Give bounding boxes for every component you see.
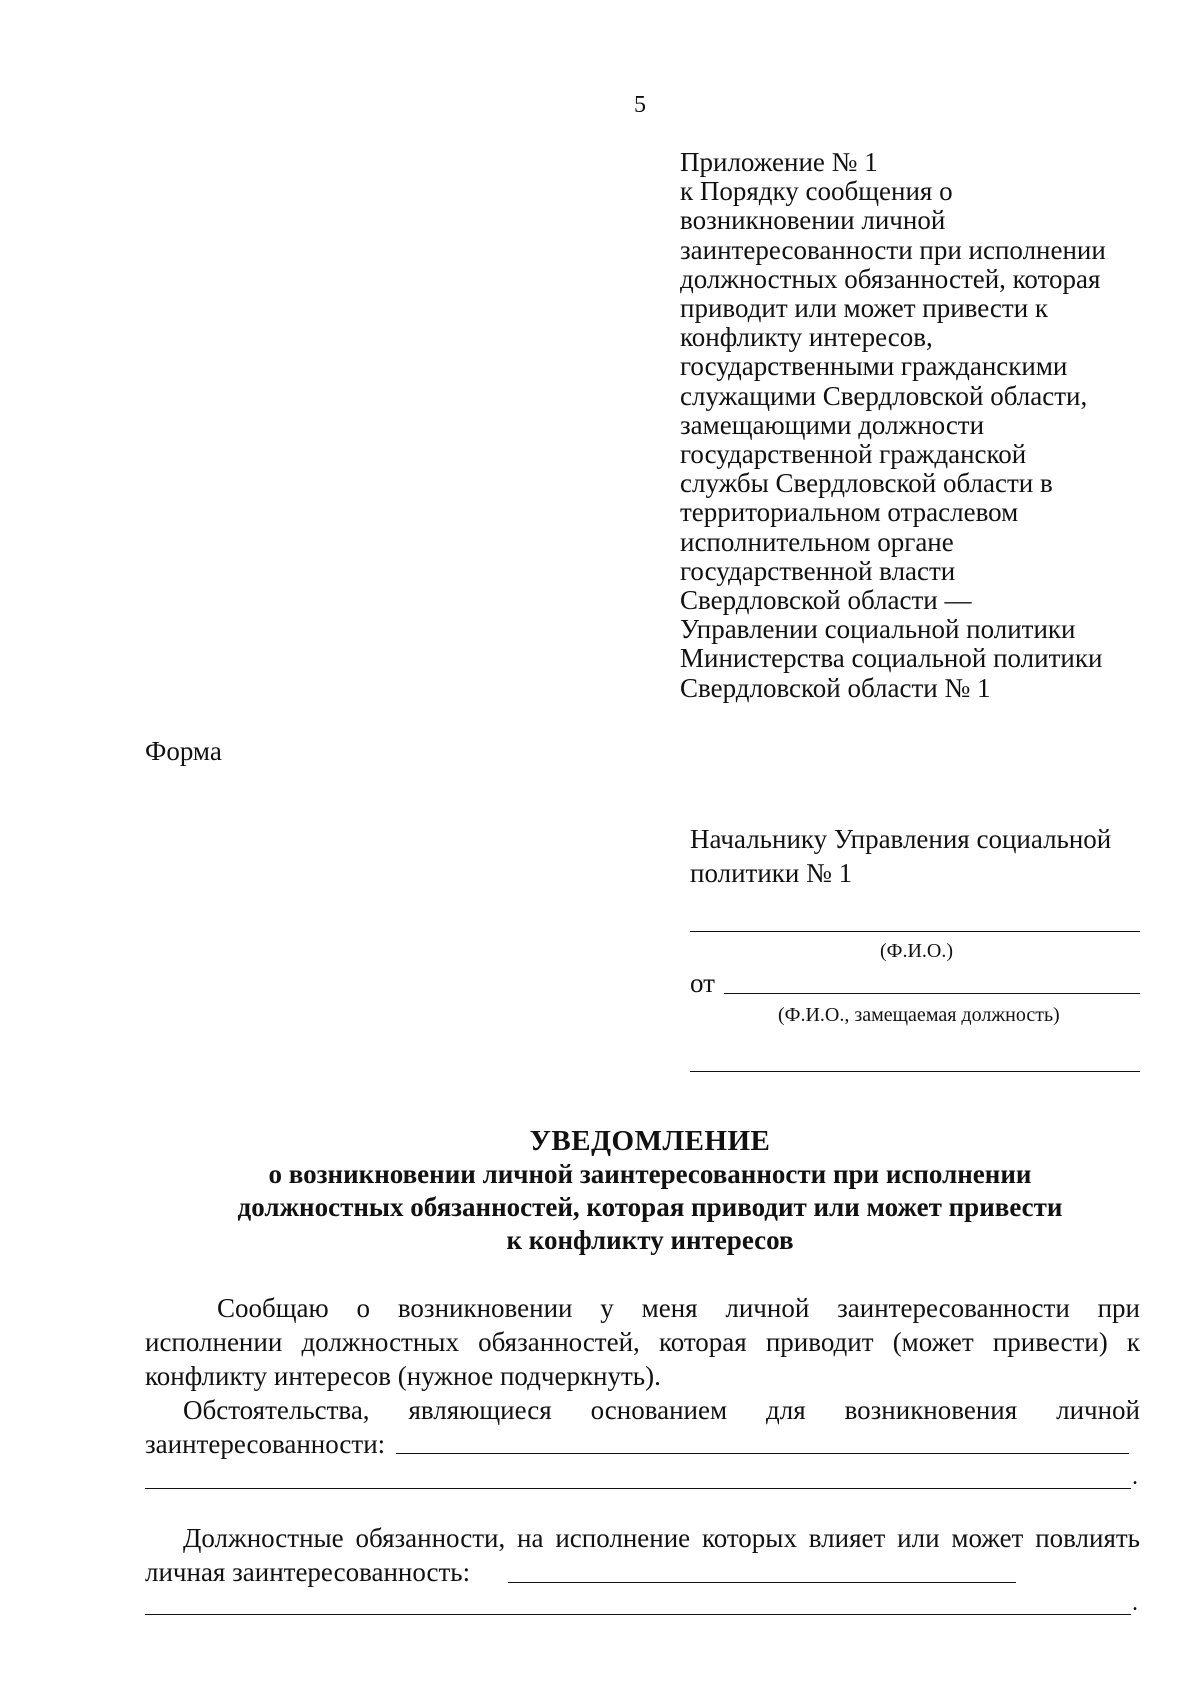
fio-blank-line[interactable] — [690, 931, 1140, 932]
appendix-line: территориальном отраслевом — [680, 497, 1019, 528]
appendix-line: должностных обязанностей, которая — [680, 263, 1101, 294]
page-number: 5 — [634, 92, 646, 118]
duties-blank-line[interactable] — [508, 1582, 1016, 1583]
appendix-line: замещающими должности — [680, 409, 985, 440]
appendix-line: конфликту интересов, — [680, 322, 933, 353]
appendix-line: Управлении социальной политики — [680, 614, 1076, 645]
paragraph-1-line-1: Сообщаю о возникновении у меня личной заинтересованности при — [217, 1293, 1140, 1323]
paragraph-2-line-1: Обстоятельства, являющиеся основанием для возникновения личной — [183, 1395, 1140, 1425]
position-blank-line[interactable] — [690, 1071, 1140, 1072]
appendix-line: Министерства социальной политики — [680, 643, 1103, 674]
addressee-line-2: политики № 1 — [690, 858, 853, 888]
appendix-line: государственной гражданской — [680, 439, 1027, 470]
period: . — [1132, 1464, 1138, 1490]
fio-caption: (Ф.И.О.) — [880, 940, 954, 962]
appendix-line: заинтересованности при исполнении — [680, 234, 1106, 265]
appendix-line: служащими Свердловской области, — [680, 380, 1088, 411]
appendix-line: государственными гражданскими — [680, 351, 1068, 382]
appendix-line: к Порядку сообщения о — [680, 176, 953, 207]
paragraph-3-line-2: личная заинтересованность: — [145, 1557, 471, 1587]
appendix-line: Свердловской области № 1 — [680, 672, 991, 703]
title-subtitle-line: о возникновении личной заинтересованности при исполнении — [268, 1159, 1032, 1189]
paragraph-1-line-2: исполнении должностных обязанностей, которая приводит (может привести) к — [145, 1327, 1140, 1357]
appendix-line: службы Свердловской области в — [680, 468, 1053, 499]
period: . — [1132, 1590, 1138, 1616]
paragraph-1-line-3: конфликту интересов (нужное подчеркнуть). — [145, 1361, 661, 1391]
title-subtitle-line: должностных обязанностей, которая приводит или может привести — [237, 1192, 1063, 1222]
circumstances-blank-line[interactable] — [396, 1453, 1129, 1454]
appendix-line: Свердловской области — — [680, 585, 972, 616]
form-label: Форма — [145, 736, 222, 766]
duties-blank-line-2[interactable] — [145, 1614, 1131, 1615]
addressee-line-1: Начальнику Управления социальной — [690, 824, 1112, 854]
appendix-line: приводит или может привести к — [680, 293, 1049, 324]
from-caption: (Ф.И.О., замещаемая должность) — [778, 1004, 1060, 1026]
document-title — [150, 1125, 1150, 1257]
paragraph-3-line-1: Должностные обязанности, на исполнение которых влияет или может повлиять — [183, 1523, 1140, 1553]
appendix-line: государственной власти — [680, 555, 956, 586]
paragraph-2-line-2: заинтересованности: — [145, 1429, 386, 1459]
title-subtitle-line: к конфликту интересов — [506, 1225, 794, 1255]
circumstances-blank-line-2[interactable] — [145, 1488, 1131, 1489]
appendix-line: возникновении личной — [680, 205, 946, 236]
addressee-block — [690, 822, 1150, 890]
title-main: УВЕДОМЛЕНИЕ — [529, 1125, 771, 1157]
appendix-line: исполнительном органе — [680, 526, 954, 557]
appendix-line: Приложение № 1 — [680, 147, 878, 177]
from-blank-line[interactable] — [724, 993, 1140, 994]
from-label: от — [690, 968, 715, 998]
appendix-reference — [680, 148, 1150, 703]
